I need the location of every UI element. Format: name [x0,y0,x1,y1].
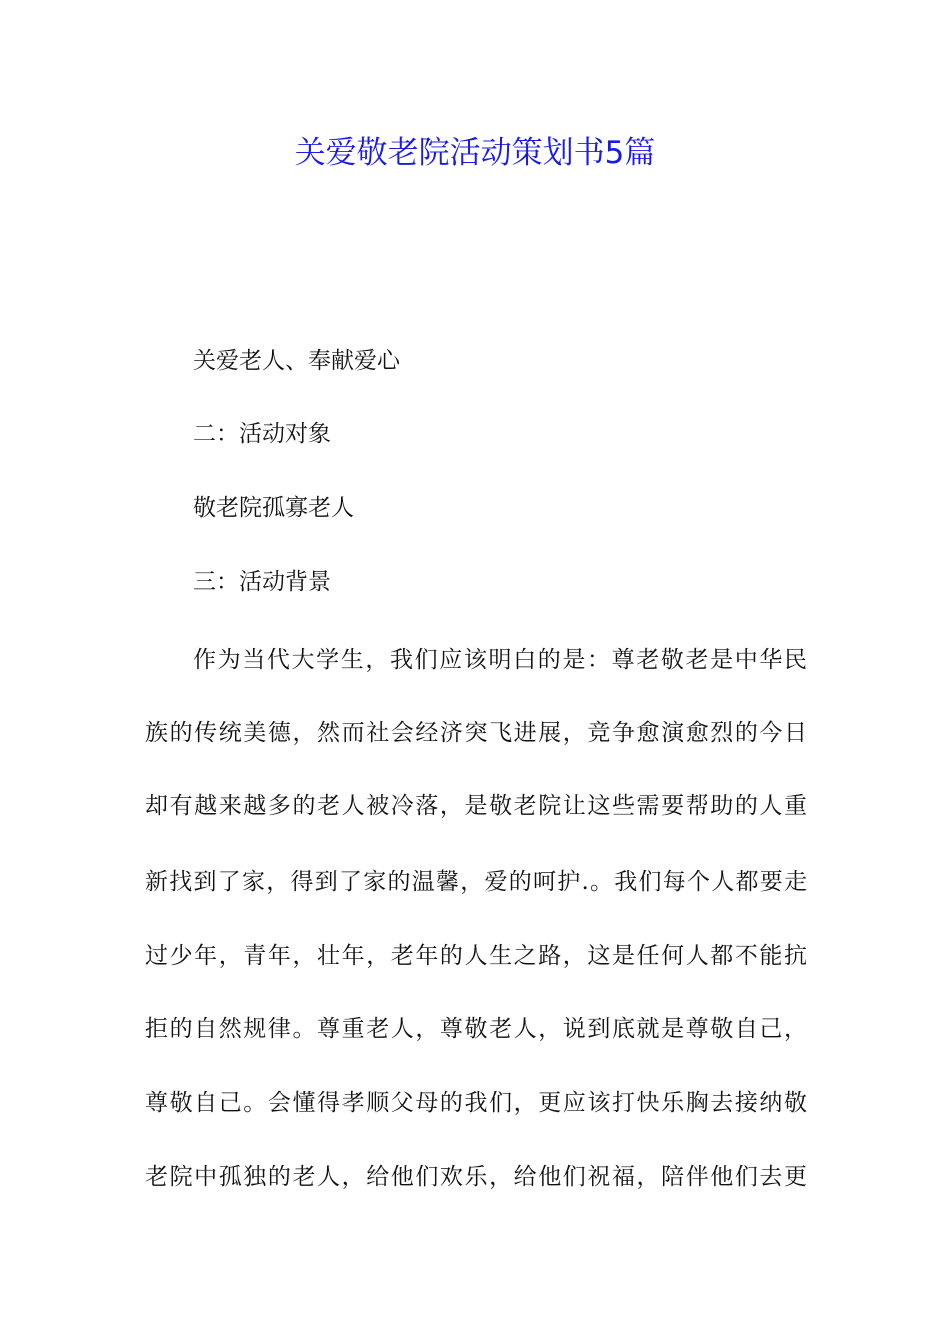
section-theme: 关爱老人、奉献爱心 [193,348,400,374]
paragraph-line: 新找到了家，得到了家的温馨，爱的呵护.。我们每个人都要走 [145,869,807,895]
document-title: 关爱敬老院活动策划书5篇 [294,135,656,171]
paragraph-line: 却有越来越多的老人被冷落，是敬老院让这些需要帮助的人重 [145,793,807,819]
paragraph-line: 族的传统美德，然而社会经济突飞进展，竞争愈演愈烈的今日 [145,720,807,746]
paragraph-line: 尊敬自己。会懂得孝顺父母的我们，更应该打快乐胸去接纳敬 [145,1090,807,1116]
paragraph-line: 作为当代大学生，我们应该明白的是：尊老敬老是中华民 [193,647,807,673]
section-target-text: 敬老院孤寡老人 [193,495,354,521]
paragraph-line: 拒的自然规律。尊重老人，尊敬老人，说到底就是尊敬自己， [145,1016,807,1042]
section-heading-target: 二：活动对象 [193,421,331,447]
paragraph-line: 老院中孤独的老人，给他们欢乐，给他们祝福，陪伴他们去更 [145,1164,807,1190]
paragraph-line: 过少年，青年，壮年，老年的人生之路，这是任何人都不能抗 [145,943,807,969]
section-heading-background: 三：活动背景 [193,569,331,595]
